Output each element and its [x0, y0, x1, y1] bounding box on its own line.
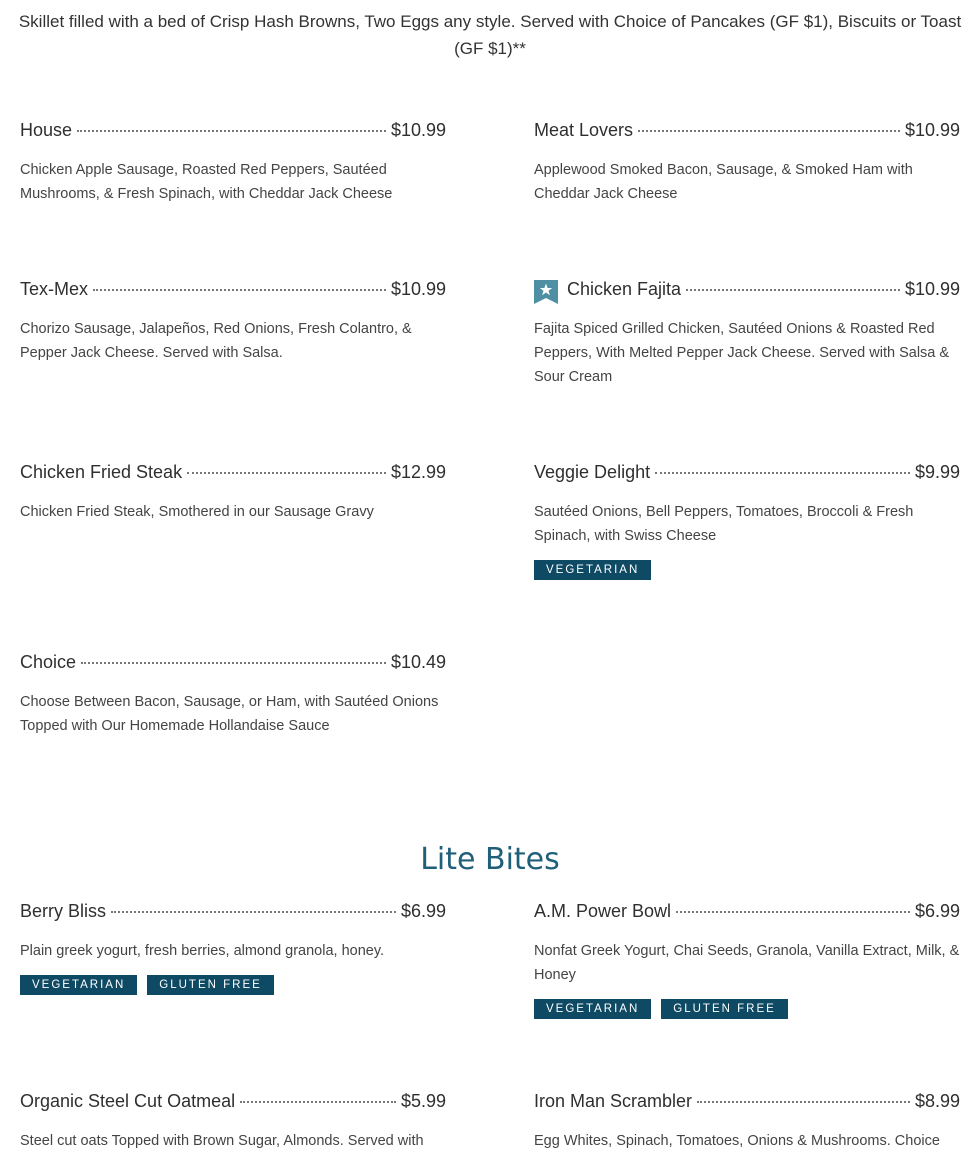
item-name: Tex-Mex — [20, 279, 89, 299]
menu-item-chicken-fajita — [534, 279, 960, 389]
menu-item-house — [20, 120, 446, 206]
leader-dots — [686, 289, 900, 291]
item-price: $10.99 — [390, 279, 446, 299]
tag-gluten-free: GLUTEN FREE — [661, 999, 788, 1019]
item-description: Steel cut oats Topped with Brown Sugar, Almonds. Served with — [20, 1133, 424, 1149]
item-description: Chicken Apple Sausage, Roasted Red Peppers, Sautéed Mushrooms, & Fresh Spinach, with Cheddar Jack Cheese — [20, 162, 393, 202]
item-price: $10.99 — [904, 120, 960, 140]
leader-dots — [240, 1101, 396, 1103]
tag-vegetarian: VEGETARIAN — [20, 975, 137, 995]
menu-item-chicken-fried-steak — [20, 462, 446, 524]
item-description: Chorizo Sausage, Jalapeños, Red Onions, Fresh Colantro, & Pepper Jack Cheese. Served with Salsa. — [20, 321, 412, 361]
menu-item-tex-mex — [20, 279, 446, 365]
item-name: Berry Bliss — [20, 901, 107, 921]
dietary-tags — [534, 560, 960, 580]
item-price: $12.99 — [390, 462, 446, 482]
section-title-lite-bites: Lite Bites — [420, 842, 560, 877]
item-description: Choose Between Bacon, Sausage, or Ham, with Sautéed Onions Topped with Our Homemade Hollandaise Sauce — [20, 694, 439, 734]
menu-item-meat-lovers — [534, 120, 960, 206]
tag-vegetarian: VEGETARIAN — [534, 560, 651, 580]
leader-dots — [93, 289, 386, 291]
menu-item-iron-man-scrambler — [534, 1091, 960, 1149]
leader-dots — [77, 130, 386, 132]
item-price: $6.99 — [400, 901, 446, 921]
item-name: Choice — [20, 652, 77, 672]
item-price: $9.99 — [914, 462, 960, 482]
item-price: $10.49 — [390, 652, 446, 672]
leader-dots — [697, 1101, 910, 1103]
leader-dots — [81, 662, 386, 664]
leader-dots — [655, 472, 910, 474]
menu-item-choice — [20, 652, 446, 738]
item-price: $6.99 — [914, 901, 960, 921]
menu-item-berry-bliss — [20, 901, 446, 995]
item-price: $8.99 — [914, 1091, 960, 1111]
item-description: Sautéed Onions, Bell Peppers, Tomatoes, Broccoli & Fresh Spinach, with Swiss Cheese — [534, 504, 914, 544]
leader-dots — [638, 130, 900, 132]
leader-dots — [676, 911, 910, 913]
menu-item-organic-steel-cut-oatmeal — [20, 1091, 446, 1149]
tag-gluten-free: GLUTEN FREE — [147, 975, 274, 995]
item-description: Chicken Fried Steak, Smothered in our Sausage Gravy — [20, 504, 374, 520]
star-badge-icon — [534, 280, 558, 304]
leader-dots — [111, 911, 396, 913]
item-description: Egg Whites, Spinach, Tomatoes, Onions & Mushrooms. Choice — [534, 1133, 940, 1149]
dietary-tags — [534, 999, 960, 1019]
menu-item-am-power-bowl — [534, 901, 960, 1019]
leader-dots — [187, 472, 386, 474]
item-name: House — [20, 120, 73, 140]
item-name: Organic Steel Cut Oatmeal — [20, 1091, 236, 1111]
item-name: Iron Man Scrambler — [534, 1091, 693, 1111]
item-name: Meat Lovers — [534, 120, 634, 140]
item-description: Plain greek yogurt, fresh berries, almond granola, honey. — [20, 943, 385, 959]
item-description: Applewood Smoked Bacon, Sausage, & Smoked Ham with Cheddar Jack Cheese — [534, 162, 913, 202]
dietary-tags — [20, 975, 446, 995]
item-description: Fajita Spiced Grilled Chicken, Sautéed Onions & Roasted Red Peppers, With Melted Pepper Jack Cheese. Served with Salsa & Sour Cream — [534, 321, 950, 385]
item-price: $10.99 — [390, 120, 446, 140]
section-intro-text: Skillet filled with a bed of Crisp Hash Browns, Two Eggs any style. Served with Choice of Pancakes (GF $1), Biscuits or Toast (GF $1)** — [18, 12, 962, 58]
item-name: Chicken Fried Steak — [20, 462, 183, 482]
item-name: Veggie Delight — [534, 462, 651, 482]
item-name: A.M. Power Bowl — [534, 901, 672, 921]
item-name: Chicken Fajita — [567, 279, 682, 299]
item-price: $10.99 — [904, 279, 960, 299]
item-description: Nonfat Greek Yogurt, Chai Seeds, Granola, Vanilla Extract, Milk, & Honey — [534, 943, 960, 983]
menu-item-veggie-delight — [534, 462, 960, 580]
item-price: $5.99 — [400, 1091, 446, 1111]
tag-vegetarian: VEGETARIAN — [534, 999, 651, 1019]
